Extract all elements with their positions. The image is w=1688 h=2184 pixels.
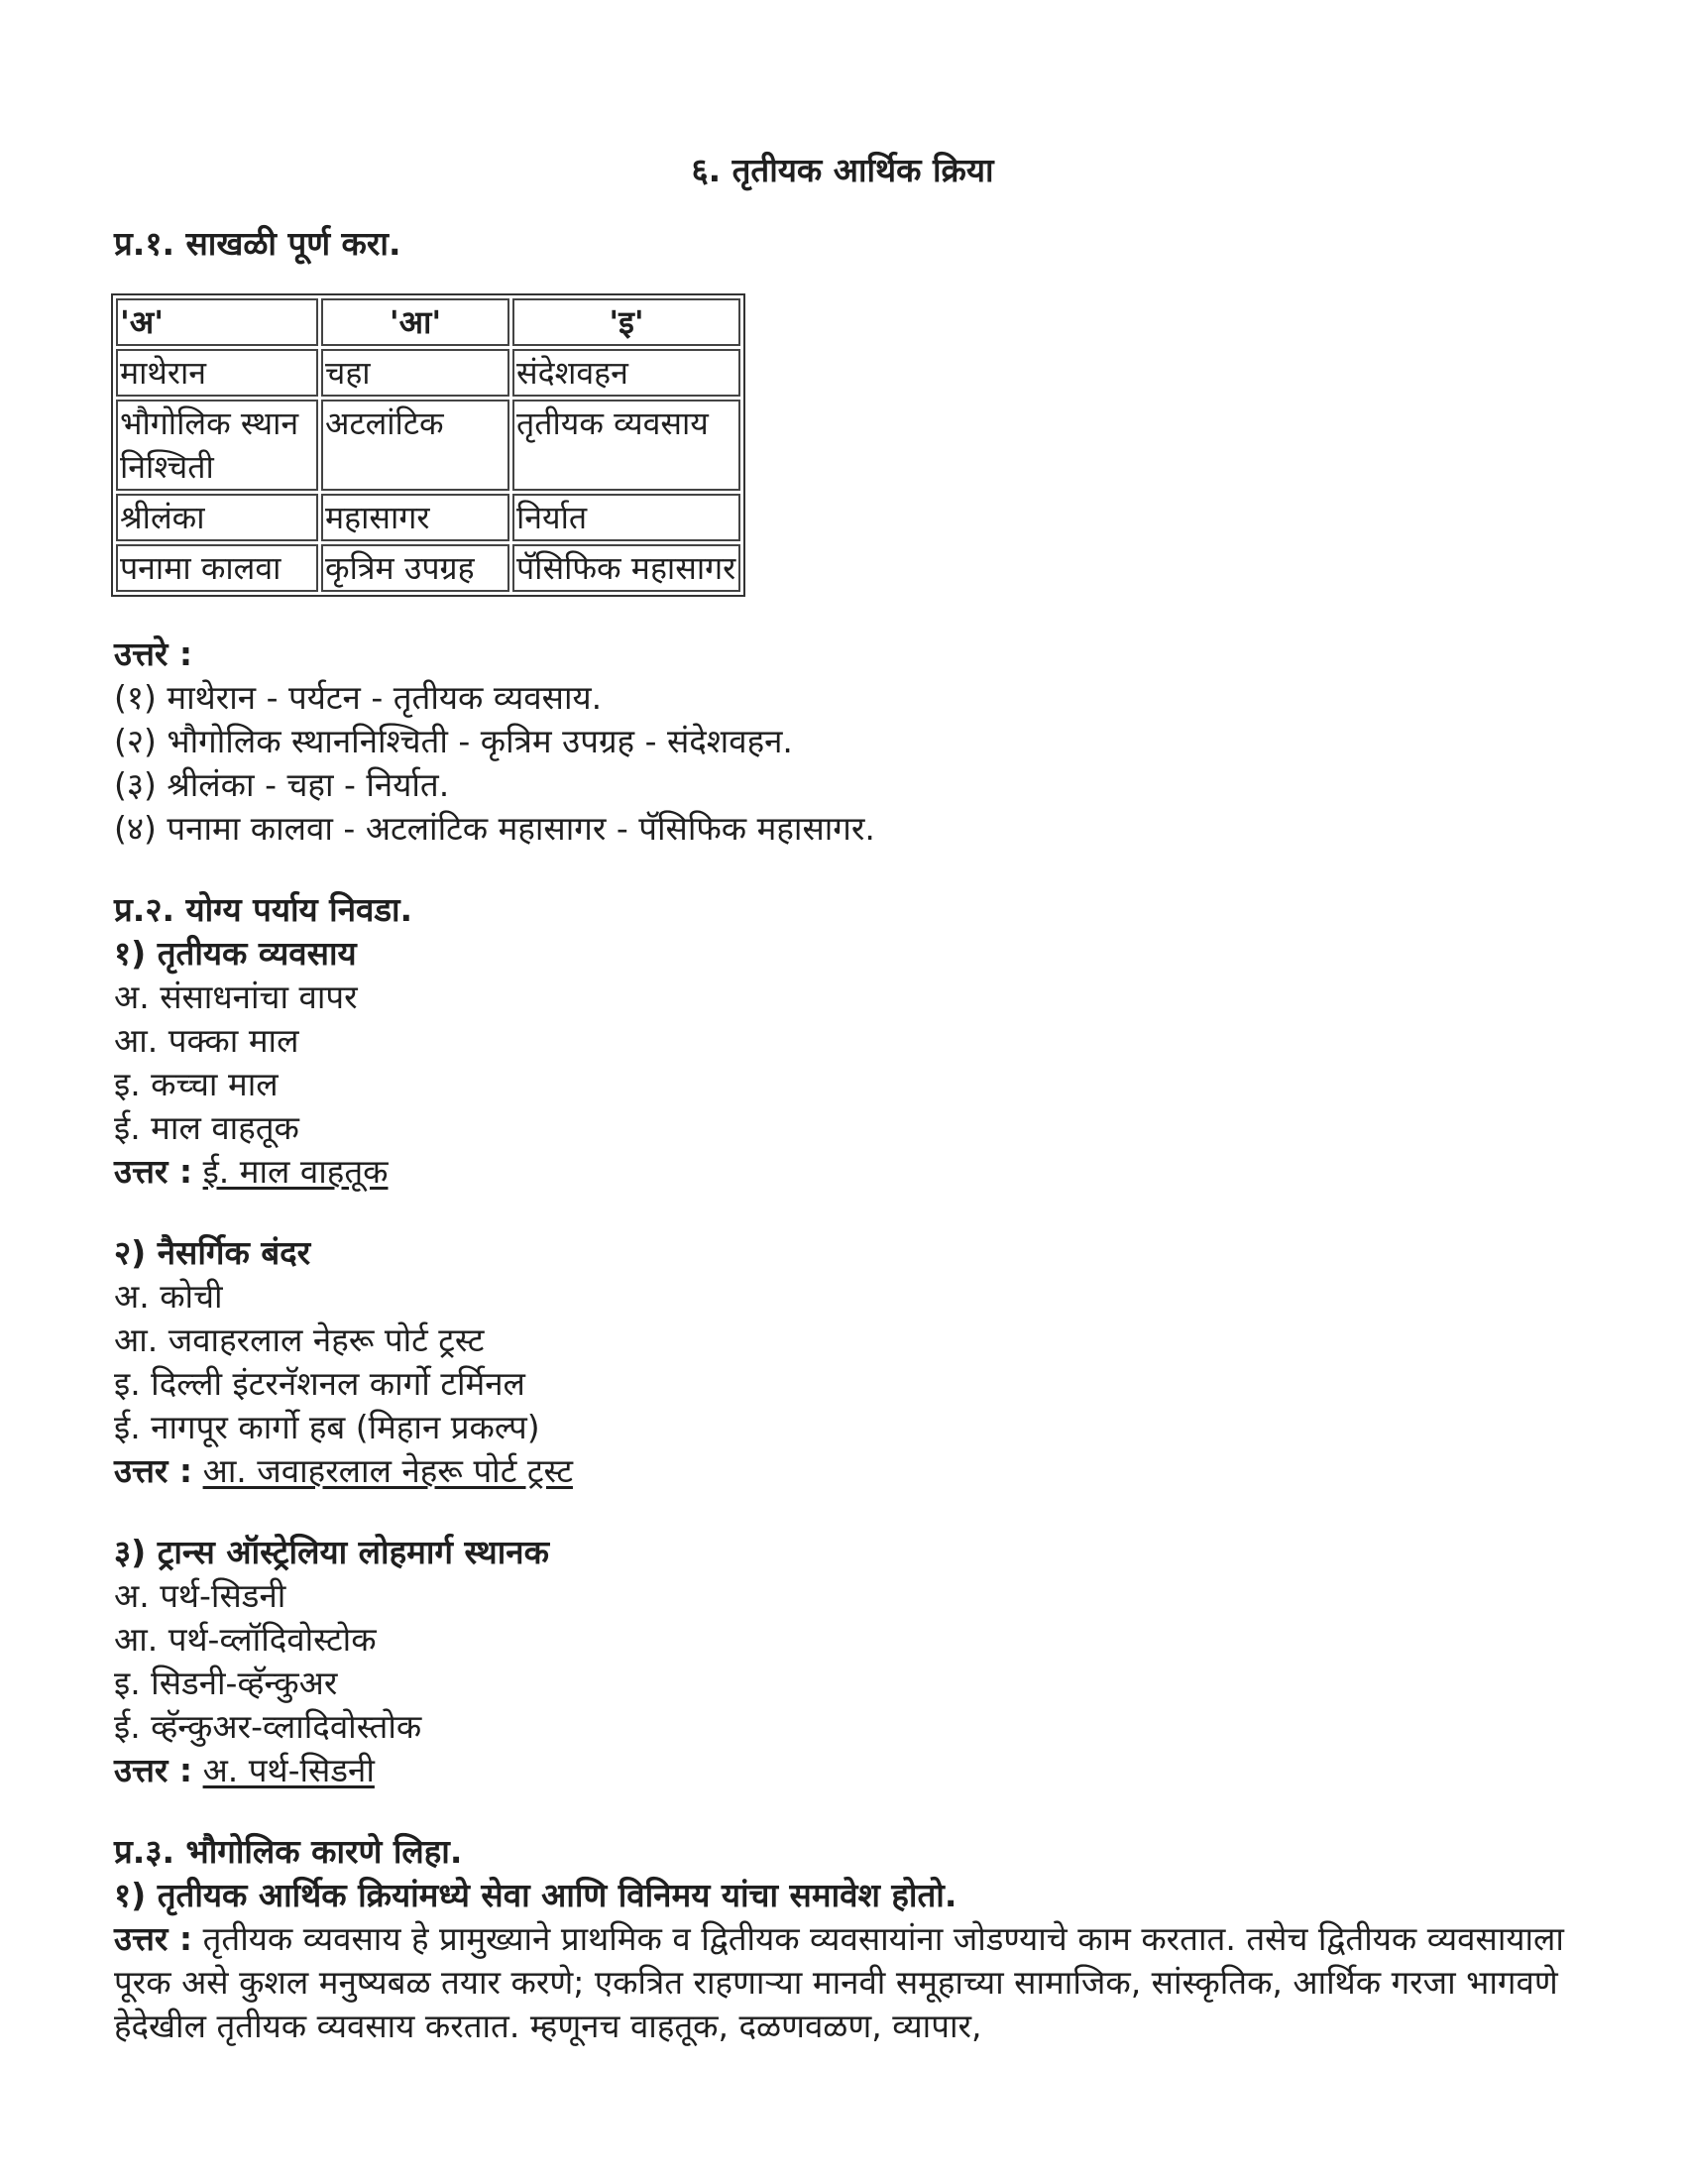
document-page [114, 149, 1571, 2048]
answer-line: (४) पनामा कालवा - अटलांटिक महासागर - पॅसिफिक महासागर. [114, 809, 875, 848]
table-row [116, 349, 740, 397]
reason-question: १) तृतीयक आर्थिक क्रियांमध्ये सेवा आणि विनिमय यांचा समावेश होतो. [114, 1876, 957, 1914]
mcq-option: आ. पर्थ-व्लॉदिवोस्टोक [114, 1620, 377, 1659]
answer-label: उत्तर : [114, 1451, 193, 1490]
mcq-question: ३) ट्रान्स ऑस्ट्रेलिया लोहमार्ग स्थानक [114, 1533, 549, 1571]
mcq-option: आ. जवाहरलाल नेहरू पोर्ट ट्रस्ट [114, 1321, 485, 1359]
table-cell: अटलांटिक [321, 400, 509, 491]
mcq-option: ई. माल वाहतूक [114, 1108, 299, 1147]
mcq-option: अ. कोची [114, 1277, 223, 1316]
table-cell: संदेशवहन [512, 349, 740, 397]
q3-heading: प्र.३. भौगोलिक कारणे लिहा. [114, 1832, 463, 1871]
mcq-option: ई. व्हॅन्कुअर-व्लादिवोस्तोक [114, 1707, 422, 1746]
answer-label: उत्तर : [114, 1919, 193, 1958]
answer-value: ई. माल वाहतूक [202, 1152, 389, 1191]
answer-label: उत्तर : [114, 1152, 193, 1191]
mcq-option: आ. पक्का माल [114, 1021, 299, 1060]
table-cell: निर्यात [512, 494, 740, 541]
table-cell: कृत्रिम उपग्रह [321, 544, 509, 592]
table-cell: महासागर [321, 494, 509, 541]
answer-line: (३) श्रीलंका - चहा - निर्यात. [114, 765, 450, 804]
table-header-cell: 'इ' [512, 298, 740, 346]
reason-answer [114, 1917, 1571, 2048]
mcq-option: ई. नागपूर कार्गो हब (मिहान प्रकल्प) [114, 1408, 540, 1446]
mcq-option: इ. सिडनी-व्हॅन्कुअर [114, 1664, 338, 1702]
mcq-answer [114, 1449, 1571, 1493]
answer-text: तृतीयक व्यवसाय हे प्रामुख्याने प्राथमिक व द्वितीयक व्यवसायांना जोडण्याचे काम करतात. तसेच द्वितीयक व्यवसायाला पूरक असे कुशल मनुष्यबळ तयार करणे; एकत्रित राहणाऱ्या मानवी समूहाच्या सामाजिक, सांस्कृतिक, आर्थिक गरजा भागवणे हेदेखील तृतीयक व्यवसाय करतात. म्हणूनच वाहतूक, दळणवळण, व्यापार, [114, 1919, 1564, 2045]
mcq-option: अ. पर्थ-सिडनी [114, 1576, 286, 1615]
answer-value: आ. जवाहरलाल नेहरू पोर्ट ट्रस्ट [202, 1451, 573, 1490]
table-row [116, 494, 740, 541]
table-cell: माथेरान [116, 349, 318, 397]
table-header-row [116, 298, 740, 346]
table-cell: तृतीयक व्यवसाय [512, 400, 740, 491]
mcq-question: १) तृतीयक व्यवसाय [114, 934, 357, 973]
mcq-option: अ. संसाधनांचा वापर [114, 977, 358, 1016]
match-table [111, 293, 745, 597]
table-header-cell: 'आ' [321, 298, 509, 346]
chapter-title: ६. तृतीयक आर्थिक क्रिया [691, 151, 994, 189]
mcq-option: इ. कच्चा माल [114, 1065, 279, 1103]
answers-label: उत्तरे : [114, 634, 193, 673]
table-cell: चहा [321, 349, 509, 397]
mcq-answer [114, 1749, 1571, 1792]
mcq-option: इ. दिल्ली इंटरनॅशनल कार्गो टर्मिनल [114, 1364, 525, 1403]
q2-heading: प्र.२. योग्य पर्याय निवडा. [114, 890, 413, 929]
table-cell: भौगोलिक स्थान निश्चिती [116, 400, 318, 491]
q1-heading: प्र.१. साखळी पूर्ण करा. [114, 224, 401, 263]
table-header-cell: 'अ' [116, 298, 318, 346]
table-cell: श्रीलंका [116, 494, 318, 541]
answer-label: उत्तर : [114, 1751, 193, 1789]
answer-line: (२) भौगोलिक स्थाननिश्चिती - कृत्रिम उपग्रह - संदेशवहन. [114, 722, 793, 760]
table-row [116, 544, 740, 592]
table-cell: पनामा कालवा [116, 544, 318, 592]
answer-value: अ. पर्थ-सिडनी [202, 1751, 375, 1789]
table-cell: पॅसिफिक महासागर [512, 544, 740, 592]
answer-line: (१) माथेरान - पर्यटन - तृतीयक व्यवसाय. [114, 678, 603, 717]
mcq-answer [114, 1150, 1571, 1194]
table-row [116, 400, 740, 491]
mcq-question: २) नैसर्गिक बंदर [114, 1233, 311, 1272]
